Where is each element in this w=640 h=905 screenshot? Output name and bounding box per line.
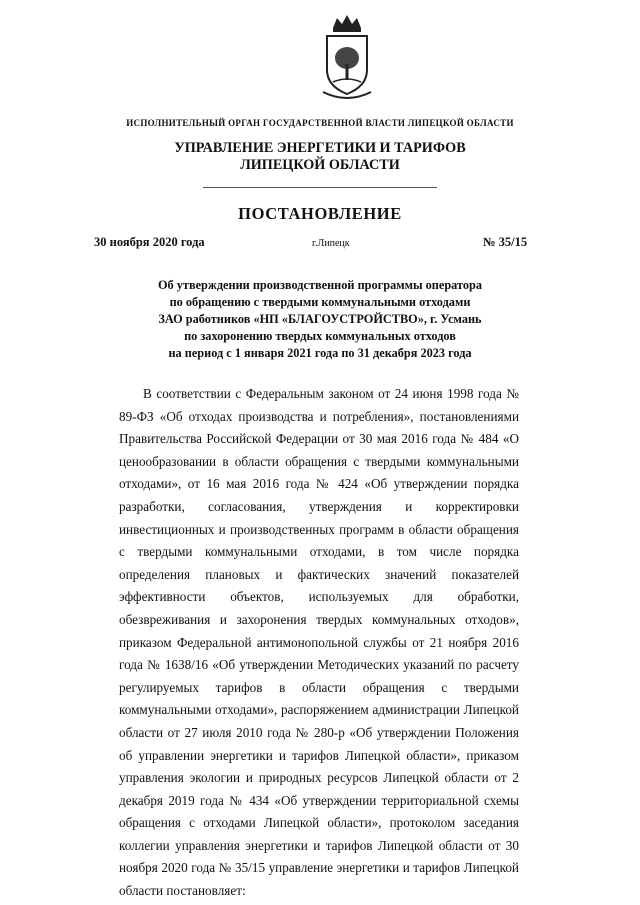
header-divider xyxy=(203,187,437,188)
document-date: 30 ноября 2020 года xyxy=(94,235,205,249)
document-type-title: ПОСТАНОВЛЕНИЕ xyxy=(238,204,402,223)
issuing-authority-line: ИСПОЛНИТЕЛЬНЫЙ ОРГАН ГОСУДАРСТВЕННОЙ ВЛАСТИ ЛИПЕЦКОЙ ОБЛАСТИ xyxy=(126,118,514,128)
subject-line: по захоронению твердых коммунальных отходов xyxy=(184,329,456,343)
subject-line: ЗАО работников «НП «БЛАГОУСТРОЙСТВО», г. Усмань xyxy=(158,312,482,326)
department-name-line1: УПРАВЛЕНИЕ ЭНЕРГЕТИКИ И ТАРИФОВ xyxy=(174,140,466,156)
document-number: № 35/15 xyxy=(483,235,528,249)
body-paragraph: В соответствии с Федеральным законом от 24 июня 1998 года № 89-ФЗ «Об отходах производства и потребления», постановлениями Правительства Российской Федерации от 30 мая 2016 года № 484 «О ценообразовании в области обращения с твердыми коммунальными отходами», от 16 мая 2016 года № 424 «Об утверждении порядка разработки, согласования, утверждения и корректировки инвестиционных и производственных программ в области обращения с твердыми коммунальными отходами, в том числе порядка определения плановых и фактических значений показателей эффективности объектов, используемых для обработки, обезвреживания и захоронения твердых коммунальных отходов», приказом Федеральной антимонопольной службы от 21 ноября 2016 года № 1638/16 «Об утверждении Методических указаний по расчету регулируемых тарифов в области обращения с твердыми коммунальными отходами», распоряжением администрации Липецкой области от 27 июля 2010 года № 280-р «Об утверждении Положения об управлении энергетики и тарифов Липецкой области», приказом управления экологии и природных ресурсов Липецкой области от 2 декабря 2019 года № 434 «Об утверждении территориальной схемы обращения с отходами Липецкой области», протоколом заседания коллегии управления энергетики и тарифов Липецкой области от 30 ноября 2020 года № 35/15 управление энергетики и тарифов Липецкой области постановляет: xyxy=(119,386,519,899)
subject-line: Об утверждении производственной программы оператора xyxy=(157,278,483,292)
department-name xyxy=(0,140,640,174)
coat-of-arms-emblem xyxy=(321,12,373,100)
department-name-line2: ЛИПЕЦКОЙ ОБЛАСТИ xyxy=(240,157,400,173)
document-city: г.Липецк xyxy=(312,238,350,249)
document-subject xyxy=(60,277,580,362)
subject-line: по обращению с твердыми коммунальными отходами xyxy=(169,295,471,309)
subject-line: на период с 1 января 2021 года по 31 декабря 2023 года xyxy=(168,346,472,360)
